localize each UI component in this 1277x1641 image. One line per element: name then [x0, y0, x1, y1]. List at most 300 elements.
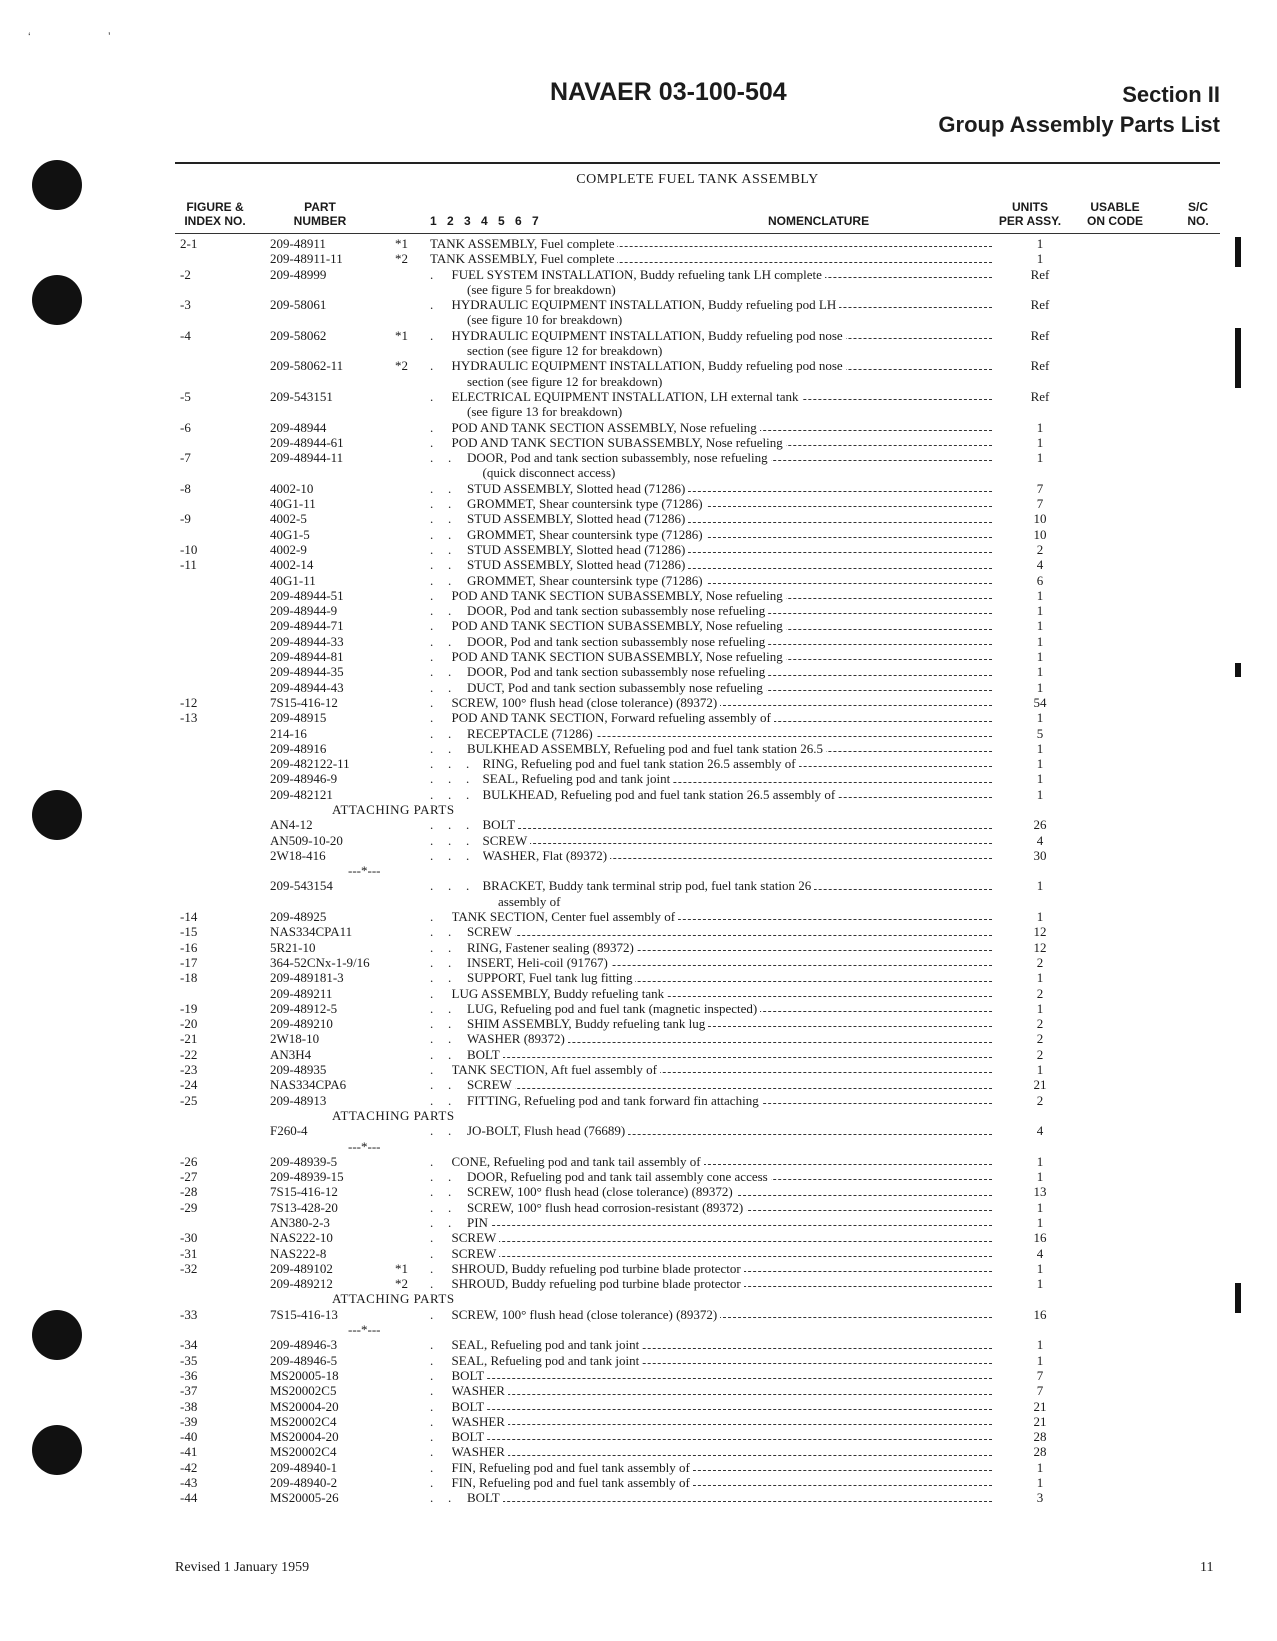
- nomenclature: [452, 618, 993, 633]
- indent-dots: . .: [430, 725, 452, 741]
- units-per-assembly: 21: [1033, 1398, 1047, 1414]
- indent-dots: . .: [430, 1169, 452, 1185]
- table-row: [0, 450, 1277, 465]
- attaching-parts-heading: [0, 1108, 1277, 1123]
- nomenclature-text: CONE, Refueling pod and tank tail assembly of: [452, 1154, 704, 1169]
- units-per-assembly: 2: [1036, 541, 1044, 557]
- index-number: -44: [180, 1490, 198, 1506]
- part-number: 4002-10: [270, 480, 314, 496]
- nomenclature-text: SCREW, 100° flush head (close tolerance) (89372): [452, 695, 721, 710]
- index-number: -27: [180, 1169, 198, 1185]
- scan-speck: ‘: [28, 30, 31, 44]
- units-per-assembly: 1: [1036, 679, 1044, 695]
- part-number: 209-48944-71: [270, 618, 344, 634]
- nomenclature-text: WASHER: [452, 1414, 508, 1429]
- nomenclature: [452, 909, 993, 924]
- index-number: -40: [180, 1429, 198, 1445]
- nomenclature: [452, 986, 993, 1001]
- units-per-assembly: 1: [1036, 1000, 1044, 1016]
- nomenclature: [452, 420, 993, 435]
- nomenclature: [452, 1429, 993, 1444]
- part-number: 2W18-10: [270, 1031, 320, 1047]
- units-per-assembly: 16: [1033, 1230, 1047, 1246]
- units-per-assembly: 1: [1036, 251, 1044, 267]
- table-row: [0, 649, 1277, 664]
- table-row: [0, 1307, 1277, 1322]
- units-per-assembly: 1: [1036, 909, 1044, 925]
- indent-dots: . .: [430, 1000, 452, 1016]
- nomenclature-text: HYDRAULIC EQUIPMENT INSTALLATION, Buddy refueling pod LH: [452, 297, 840, 312]
- nomenclature: [467, 741, 992, 756]
- part-number: AN3H4: [270, 1046, 312, 1062]
- table-row: [0, 1414, 1277, 1429]
- nomenclature: [467, 527, 992, 542]
- indent-dots: . .: [430, 633, 452, 649]
- nomenclature-text: STUD ASSEMBLY, Slotted head (71286): [467, 542, 688, 557]
- indent-dots: . . .: [430, 756, 470, 772]
- attaching-parts-heading: [0, 802, 1277, 817]
- nomenclature: [467, 1200, 992, 1215]
- table-row: [0, 527, 1277, 542]
- nomenclature-text: FUEL SYSTEM INSTALLATION, Buddy refueling tank LH complete: [452, 267, 825, 282]
- part-number: AN509-10-20: [270, 832, 343, 848]
- table-row: [0, 940, 1277, 955]
- nomenclature: [467, 603, 992, 618]
- part-number: 214-16: [270, 725, 307, 741]
- nomenclature-text: SCREW, 100° flush head (close tolerance) (89372): [467, 1184, 736, 1199]
- part-number: 2W18-416: [270, 847, 326, 863]
- table-row: [0, 1062, 1277, 1077]
- nomenclature: [452, 1460, 993, 1475]
- nomenclature-text: DUCT, Pod and tank section subassembly nose refueling: [467, 680, 766, 695]
- nomenclature: [467, 1215, 992, 1230]
- dash-leader: [483, 843, 993, 844]
- index-number: -11: [180, 557, 197, 573]
- table-row: [0, 1215, 1277, 1230]
- units-per-assembly: 30: [1033, 847, 1047, 863]
- nomenclature-text: DOOR, Pod and tank section subassembly, nose refueling: [467, 450, 771, 465]
- units-per-assembly: 1: [1036, 786, 1044, 802]
- nomenclature-text: GROMMET, Shear countersink type (71286): [467, 527, 706, 542]
- units-per-assembly: 21: [1033, 1077, 1047, 1093]
- indent-dots: .: [430, 1260, 434, 1276]
- index-number: -8: [180, 480, 191, 496]
- dash-leader: [452, 1241, 993, 1242]
- table-row: [0, 1261, 1277, 1276]
- indent-dots: .: [430, 1153, 434, 1169]
- units-per-assembly: 4: [1036, 1245, 1044, 1261]
- index-number: -32: [180, 1260, 198, 1276]
- table-row: [0, 358, 1277, 373]
- indent-dots: . .: [430, 496, 452, 512]
- nomenclature-text: SHROUD, Buddy refueling pod turbine blade protector: [452, 1261, 744, 1276]
- table-row: [0, 1475, 1277, 1490]
- table-row: [0, 618, 1277, 633]
- table-row: [0, 1246, 1277, 1261]
- nomenclature-text: BRACKET, Buddy tank terminal strip pod, fuel tank station 26: [483, 878, 815, 893]
- nomenclature-text: GROMMET, Shear countersink type (71286): [467, 573, 706, 588]
- part-number: 209-489210: [270, 1016, 333, 1032]
- col-header-figure-index: [175, 200, 255, 228]
- part-number: 209-48999: [270, 266, 327, 282]
- units-per-assembly: 3: [1036, 1490, 1044, 1506]
- units-per-assembly: 1: [1036, 1459, 1044, 1475]
- nomenclature-text: WASHER: [452, 1383, 508, 1398]
- usage-asterisk: *2: [395, 251, 408, 267]
- table-row: [0, 726, 1277, 741]
- part-number: MS20004-20: [270, 1398, 339, 1414]
- nomenclature: [467, 955, 992, 970]
- index-number: -18: [180, 970, 198, 986]
- nomenclature: [467, 481, 992, 496]
- indent-dots: . .: [430, 480, 452, 496]
- nomenclature-text: SCREW: [467, 924, 515, 939]
- dash-leader: [452, 1256, 993, 1257]
- table-row: [0, 1093, 1277, 1108]
- dash-leader: [467, 935, 992, 936]
- section-number: Section II: [1122, 82, 1220, 107]
- index-number: -3: [180, 297, 191, 313]
- nomenclature-text: ELECTRICAL EQUIPMENT INSTALLATION, LH external tank: [452, 389, 802, 404]
- table-row: [0, 833, 1277, 848]
- nomenclature: [452, 358, 993, 373]
- indent-dots: . . .: [430, 847, 470, 863]
- nomenclature: [452, 649, 993, 664]
- units-per-assembly: 1: [1036, 710, 1044, 726]
- table-row: [0, 894, 1277, 909]
- part-number: 7S15-416-12: [270, 694, 338, 710]
- nomenclature: [467, 680, 992, 695]
- part-number: AN4-12: [270, 817, 313, 833]
- table-row: [0, 1200, 1277, 1215]
- part-number: 209-48946-3: [270, 1337, 338, 1353]
- table-row: [0, 420, 1277, 435]
- part-number: 209-58061: [270, 297, 327, 313]
- units-per-assembly: Ref: [1030, 358, 1050, 374]
- table-row: [0, 588, 1277, 603]
- nomenclature: [467, 664, 992, 679]
- units-per-assembly: 1: [1036, 878, 1044, 894]
- table-row: [0, 924, 1277, 939]
- col-header-sc-no: [1178, 200, 1218, 228]
- table-row: [0, 1460, 1277, 1475]
- nomenclature-text: (see figure 5 for breakdown): [467, 282, 619, 297]
- part-number: NAS334CPA6: [270, 1077, 347, 1093]
- nomenclature: [467, 312, 992, 327]
- units-per-assembly: 1: [1036, 1337, 1044, 1353]
- indent-dots: .: [430, 1429, 434, 1445]
- nomenclature: [467, 404, 992, 419]
- nomenclature-text: SCREW: [467, 1077, 515, 1092]
- nomenclature: [452, 1246, 993, 1261]
- nomenclature: [467, 450, 992, 465]
- nomenclature-text: PIN: [467, 1215, 491, 1230]
- table-row: [0, 1276, 1277, 1291]
- index-number: -13: [180, 710, 198, 726]
- nomenclature: [452, 328, 993, 343]
- table-row: [0, 374, 1277, 389]
- indent-dots: .: [430, 694, 434, 710]
- nomenclature: [452, 1062, 993, 1077]
- index-number: -37: [180, 1383, 198, 1399]
- units-per-assembly: Ref: [1030, 297, 1050, 313]
- table-row: [0, 328, 1277, 343]
- nomenclature: [467, 496, 992, 511]
- parts-list-table: [0, 236, 1277, 1506]
- nomenclature-text: (quick disconnect access): [483, 465, 619, 480]
- nomenclature-text: INSERT, Heli-coil (91767): [467, 955, 611, 970]
- indent-dots: .: [430, 1352, 434, 1368]
- part-number: 209-48915: [270, 710, 327, 726]
- part-number: 4002-5: [270, 511, 307, 527]
- dash-leader: [467, 1501, 992, 1502]
- part-number: MS20002C4: [270, 1444, 337, 1460]
- table-row: [0, 1444, 1277, 1459]
- table-row: [0, 817, 1277, 832]
- indent-dots: . . .: [430, 878, 470, 894]
- table-row: [0, 680, 1277, 695]
- part-number: 209-48912-5: [270, 1000, 338, 1016]
- indent-dots: . .: [430, 664, 452, 680]
- index-number: -24: [180, 1077, 198, 1093]
- units-per-assembly: 1: [1036, 649, 1044, 665]
- nomenclature-text: POD AND TANK SECTION ASSEMBLY, Nose refueling: [452, 420, 760, 435]
- nomenclature: [498, 894, 992, 909]
- separator-text: ---*---: [348, 1138, 381, 1154]
- table-row: [0, 481, 1277, 496]
- nomenclature: [452, 1337, 993, 1352]
- nomenclature: [467, 557, 992, 572]
- nomenclature-text: DOOR, Pod and tank section subassembly nose refueling: [467, 634, 768, 649]
- part-number: 209-48925: [270, 909, 327, 925]
- nomenclature-text: FIN, Refueling pod and fuel tank assembly of: [452, 1475, 693, 1490]
- indent-dots: .: [430, 419, 434, 435]
- part-number: 209-48944-35: [270, 664, 344, 680]
- table-row: [0, 267, 1277, 282]
- table-row: [0, 771, 1277, 786]
- indent-dots: .: [430, 710, 434, 726]
- nomenclature: [452, 588, 993, 603]
- part-number: 209-48944-11: [270, 450, 344, 466]
- part-number: 209-48940-1: [270, 1459, 338, 1475]
- nomenclature-text: (see figure 10 for breakdown): [467, 312, 625, 327]
- nomenclature-text: section (see figure 12 for breakdown): [467, 374, 665, 389]
- nomenclature-text: SCREW, 100° flush head (close tolerance) (89372): [452, 1307, 721, 1322]
- table-row: [0, 435, 1277, 450]
- indent-dots: .: [430, 985, 434, 1001]
- nomenclature: [467, 1093, 992, 1108]
- nomenclature: [483, 848, 993, 863]
- index-number: -31: [180, 1245, 198, 1261]
- nomenclature-text: assembly of: [498, 894, 563, 909]
- table-row: [0, 986, 1277, 1001]
- units-per-assembly: 1: [1036, 1276, 1044, 1292]
- nomenclature: [467, 1184, 992, 1199]
- table-row: [0, 282, 1277, 297]
- index-number: -41: [180, 1444, 198, 1460]
- index-number: -35: [180, 1352, 198, 1368]
- indent-dots: . . .: [430, 817, 470, 833]
- index-number: -34: [180, 1337, 198, 1353]
- usage-asterisk: *1: [395, 236, 408, 251]
- indent-dots: . . .: [430, 771, 470, 787]
- nomenclature: [452, 710, 993, 725]
- nomenclature-text: DOOR, Pod and tank section subassembly nose refueling: [467, 664, 768, 679]
- table-row: [0, 848, 1277, 863]
- indent-dots: . .: [430, 1199, 452, 1215]
- nomenclature-text: RING, Refueling pod and fuel tank station 26.5 assembly of: [483, 756, 799, 771]
- indent-dots: . .: [430, 526, 452, 542]
- units-per-assembly: 2: [1036, 985, 1044, 1001]
- part-number: 209-48939-5: [270, 1153, 338, 1169]
- separator-text: ---*---: [348, 1322, 381, 1338]
- table-row: [0, 1337, 1277, 1352]
- nomenclature: [467, 1169, 992, 1184]
- table-row: [0, 756, 1277, 771]
- part-number: 209-58062-11: [270, 358, 344, 374]
- part-number: 209-48935: [270, 1062, 327, 1078]
- indent-dots: . .: [430, 939, 452, 955]
- part-number: MS20005-26: [270, 1490, 339, 1506]
- nomenclature-text: FIN, Refueling pod and fuel tank assembly of: [452, 1460, 693, 1475]
- nomenclature-text: LUG ASSEMBLY, Buddy refueling tank: [452, 986, 668, 1001]
- nomenclature: [452, 1475, 993, 1490]
- units-per-assembly: 1: [1036, 633, 1044, 649]
- units-per-assembly: 26: [1033, 817, 1047, 833]
- part-number: 209-482122-11: [270, 756, 350, 772]
- index-number: -2: [180, 266, 191, 282]
- units-per-assembly: 1: [1036, 618, 1044, 634]
- nomenclature-text: BOLT: [452, 1368, 488, 1383]
- nomenclature-text: section (see figure 12 for breakdown): [467, 343, 665, 358]
- table-row: [0, 1154, 1277, 1169]
- indent-dots: .: [430, 358, 434, 374]
- index-number: -9: [180, 511, 191, 527]
- part-number: 209-489212: [270, 1276, 333, 1292]
- index-number: -39: [180, 1413, 198, 1429]
- units-per-assembly: 28: [1033, 1429, 1047, 1445]
- nomenclature-text: POD AND TANK SECTION SUBASSEMBLY, Nose refueling: [452, 618, 786, 633]
- units-per-assembly: 1: [1036, 1153, 1044, 1169]
- table-row: [0, 603, 1277, 618]
- index-number: -26: [180, 1153, 198, 1169]
- units-per-assembly: 7: [1036, 496, 1044, 512]
- table-row: [0, 389, 1277, 404]
- nomenclature: [452, 1230, 993, 1245]
- table-row: [0, 511, 1277, 526]
- nomenclature: [467, 1031, 992, 1046]
- nomenclature-text: (see figure 13 for breakdown): [467, 404, 625, 419]
- nomenclature: [467, 940, 992, 955]
- indent-dots: .: [430, 1444, 434, 1460]
- part-number: 40G1-11: [270, 572, 316, 588]
- indent-dots: . .: [430, 541, 452, 557]
- indent-dots: . .: [430, 557, 452, 573]
- nomenclature: [452, 1261, 993, 1276]
- nomenclature: [467, 970, 992, 985]
- indent-dots: . .: [430, 1215, 452, 1230]
- units-per-assembly: 7: [1036, 1367, 1044, 1383]
- part-number: 209-482121: [270, 786, 333, 802]
- table-row: [0, 970, 1277, 985]
- dash-leader: [452, 1439, 993, 1440]
- units-per-assembly: 1: [1036, 434, 1044, 450]
- part-number: MS20004-20: [270, 1429, 339, 1445]
- nomenclature: [430, 236, 992, 251]
- table-row: [0, 1047, 1277, 1062]
- part-number: 7S15-416-12: [270, 1184, 338, 1200]
- nomenclature-text: DOOR, Pod and tank section subassembly nose refueling: [467, 603, 768, 618]
- dash-leader: [467, 1088, 992, 1089]
- index-number: -25: [180, 1092, 198, 1108]
- nomenclature: [467, 542, 992, 557]
- indent-dots: . .: [430, 603, 452, 619]
- index-number: -12: [180, 694, 198, 710]
- table-row: [0, 955, 1277, 970]
- table-row: [0, 251, 1277, 266]
- dash-leader: [483, 828, 993, 829]
- col-header-line: UNITS: [1012, 200, 1048, 214]
- units-per-assembly: 1: [1036, 1169, 1044, 1185]
- part-number: 209-58062: [270, 327, 327, 343]
- section-title: Group Assembly Parts List: [938, 112, 1220, 137]
- indent-dots: .: [430, 388, 434, 404]
- nomenclature: [483, 833, 993, 848]
- indent-dots: .: [430, 1459, 434, 1475]
- table-row: [0, 496, 1277, 511]
- nomenclature: [467, 1047, 992, 1062]
- revision-date: Revised 1 January 1959: [175, 1560, 310, 1575]
- index-number: 2-1: [180, 236, 198, 251]
- index-number: -6: [180, 419, 191, 435]
- part-number: 40G1-11: [270, 496, 316, 512]
- nomenclature-text: SHROUD, Buddy refueling pod turbine blade protector: [452, 1276, 744, 1291]
- part-number: 209-48944: [270, 419, 327, 435]
- nomenclature: [452, 1414, 993, 1429]
- index-number: -33: [180, 1306, 198, 1322]
- indent-dots: . .: [430, 679, 452, 695]
- table-row: [0, 1368, 1277, 1383]
- part-number: 209-48946-9: [270, 771, 338, 787]
- table-row: [0, 1429, 1277, 1444]
- nomenclature: [452, 297, 993, 312]
- nomenclature-text: DOOR, Refueling pod and tank tail assembly cone access: [467, 1169, 771, 1184]
- indent-dots: . .: [430, 1031, 452, 1047]
- index-number: -36: [180, 1367, 198, 1383]
- table-row: [0, 542, 1277, 557]
- indent-dots: . .: [430, 954, 452, 970]
- col-header-line: FIGURE &: [186, 200, 244, 214]
- nomenclature: [467, 726, 992, 741]
- column-header-rule: [175, 233, 1220, 234]
- nomenclature: [452, 1353, 993, 1368]
- indent-dots: . .: [430, 1184, 452, 1200]
- indent-dots: . .: [430, 1123, 452, 1139]
- index-number: -28: [180, 1184, 198, 1200]
- nomenclature: [483, 465, 993, 480]
- index-number: -15: [180, 924, 198, 940]
- nomenclature: [467, 924, 992, 939]
- nomenclature-text: SCREW: [483, 833, 531, 848]
- nomenclature: [430, 251, 992, 266]
- part-number: 209-48944-51: [270, 587, 344, 603]
- part-number: MS20005-18: [270, 1367, 339, 1383]
- dash-leader: [467, 1225, 992, 1226]
- attaching-parts-heading: [0, 1291, 1277, 1306]
- table-row: [0, 312, 1277, 327]
- nomenclature-text: SEAL, Refueling pod and tank joint: [452, 1337, 643, 1352]
- attaching-parts-label: ATTACHING PARTS: [332, 1291, 455, 1307]
